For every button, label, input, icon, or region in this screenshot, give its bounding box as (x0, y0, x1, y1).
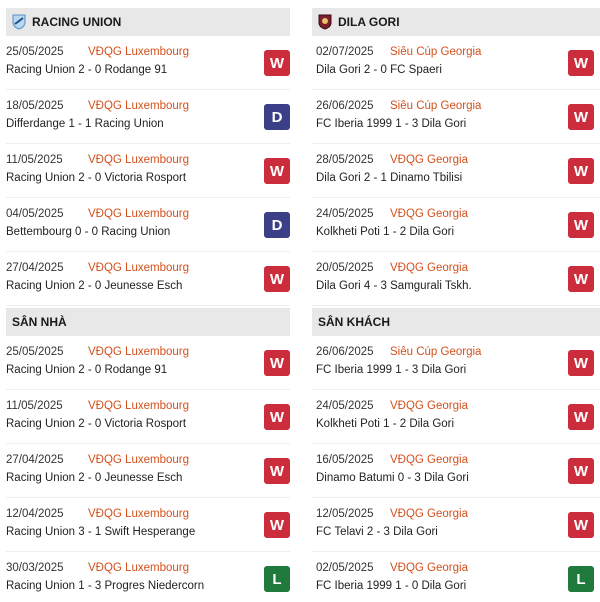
away-venue-section (312, 308, 600, 602)
result-badge: W (264, 50, 290, 76)
match-league-link[interactable]: VĐQG Georgia (390, 400, 468, 412)
match-league-link[interactable]: Siêu Cúp Georgia (390, 46, 482, 58)
match-league-link[interactable]: VĐQG Georgia (390, 508, 468, 520)
match-row[interactable] (312, 336, 600, 390)
match-score: Racing Union 3 - 1 Swift Hesperange (6, 526, 196, 538)
match-score: Racing Union 2 - 0 Victoria Rosport (6, 172, 187, 184)
match-league-link[interactable]: VĐQG Georgia (390, 208, 468, 220)
match-league-link[interactable]: VĐQG Luxembourg (88, 346, 189, 358)
result-badge: D (264, 104, 290, 130)
home-team-name: RACING UNION (32, 15, 122, 29)
result-badge: W (264, 404, 290, 430)
away-team-section (312, 8, 600, 306)
match-date: 12/04/2025 (6, 508, 64, 520)
match-score: FC Iberia 1999 1 - 0 Dila Gori (316, 580, 467, 592)
match-date: 18/05/2025 (6, 100, 64, 112)
match-score: Bettembourg 0 - 0 Racing Union (6, 226, 171, 238)
result-badge: W (568, 458, 594, 484)
match-date: 20/05/2025 (316, 262, 374, 274)
left-column (6, 8, 290, 602)
match-date: 02/05/2025 (316, 562, 374, 574)
result-badge: W (264, 350, 290, 376)
dila-gori-crest-icon (318, 14, 332, 30)
result-badge: W (568, 104, 594, 130)
match-row[interactable] (6, 36, 290, 90)
match-league-link[interactable]: VĐQG Georgia (390, 262, 468, 274)
match-date: 12/05/2025 (316, 508, 374, 520)
result-badge: W (568, 512, 594, 538)
match-row[interactable] (6, 552, 290, 602)
match-row[interactable] (312, 552, 600, 602)
result-badge: W (264, 458, 290, 484)
match-row[interactable] (312, 36, 600, 90)
match-league-link[interactable]: VĐQG Georgia (390, 454, 468, 466)
match-league-link[interactable]: VĐQG Luxembourg (88, 508, 189, 520)
match-score: Racing Union 2 - 0 Rodange 91 (6, 64, 168, 76)
match-date: 24/05/2025 (316, 208, 374, 220)
match-league-link[interactable]: VĐQG Georgia (390, 154, 468, 166)
match-score: Racing Union 2 - 0 Rodange 91 (6, 364, 168, 376)
match-score: FC Telavi 2 - 3 Dila Gori (316, 526, 438, 538)
match-league-link[interactable]: VĐQG Luxembourg (88, 400, 189, 412)
result-badge: W (568, 212, 594, 238)
home-venue-header (6, 308, 290, 336)
match-date: 11/05/2025 (6, 154, 63, 166)
match-league-link[interactable]: VĐQG Luxembourg (88, 154, 189, 166)
home-team-section (6, 8, 290, 306)
result-badge: W (264, 512, 290, 538)
match-row[interactable] (312, 144, 600, 198)
result-badge: W (568, 350, 594, 376)
match-score: Dila Gori 2 - 1 Dinamo Tbilisi (316, 172, 463, 184)
match-row[interactable] (6, 252, 290, 306)
match-date: 28/05/2025 (316, 154, 374, 166)
match-league-link[interactable]: VĐQG Luxembourg (88, 562, 189, 574)
home-venue-title: SÂN NHÀ (12, 315, 67, 329)
match-date: 27/04/2025 (6, 454, 64, 466)
match-row[interactable] (6, 144, 290, 198)
match-row[interactable] (6, 390, 290, 444)
match-date: 11/05/2025 (6, 400, 63, 412)
match-row[interactable] (6, 90, 290, 144)
match-score: FC Iberia 1999 1 - 3 Dila Gori (316, 118, 467, 130)
match-score: Racing Union 2 - 0 Jeunesse Esch (6, 280, 183, 292)
match-score: Differdange 1 - 1 Racing Union (6, 118, 164, 130)
match-league-link[interactable]: VĐQG Luxembourg (88, 262, 189, 274)
match-date: 30/03/2025 (6, 562, 64, 574)
result-badge: W (568, 404, 594, 430)
match-date: 26/06/2025 (316, 100, 374, 112)
match-row[interactable] (6, 444, 290, 498)
away-team-header (312, 8, 600, 36)
result-badge: W (264, 266, 290, 292)
match-date: 25/05/2025 (6, 346, 64, 358)
away-team-name: DILA GORI (338, 15, 400, 29)
match-score: Racing Union 2 - 0 Victoria Rosport (6, 418, 187, 430)
match-row[interactable] (312, 198, 600, 252)
match-league-link[interactable]: VĐQG Luxembourg (88, 454, 189, 466)
match-score: FC Iberia 1999 1 - 3 Dila Gori (316, 364, 467, 376)
match-date: 16/05/2025 (316, 454, 374, 466)
match-score: Racing Union 1 - 3 Progres Niedercorn (6, 580, 205, 592)
match-score: Kolkheti Poti 1 - 2 Dila Gori (316, 226, 455, 238)
match-date: 24/05/2025 (316, 400, 374, 412)
match-row[interactable] (312, 390, 600, 444)
match-date: 27/04/2025 (6, 262, 64, 274)
match-row[interactable] (6, 498, 290, 552)
match-league-link[interactable]: Siêu Cúp Georgia (390, 346, 482, 358)
home-venue-section (6, 308, 290, 602)
match-row[interactable] (312, 252, 600, 306)
match-score: Dila Gori 4 - 3 Samgurali Tskh. (316, 280, 472, 292)
away-venue-header (312, 308, 600, 336)
match-score: Kolkheti Poti 1 - 2 Dila Gori (316, 418, 455, 430)
home-team-header (6, 8, 290, 36)
result-badge: W (568, 50, 594, 76)
match-league-link[interactable]: VĐQG Luxembourg (88, 208, 189, 220)
match-date: 26/06/2025 (316, 346, 374, 358)
result-badge: L (264, 566, 290, 592)
match-row[interactable] (312, 498, 600, 552)
match-score: Dinamo Batumi 0 - 3 Dila Gori (316, 472, 469, 484)
result-badge: W (568, 266, 594, 292)
match-league-link[interactable]: VĐQG Georgia (390, 562, 468, 574)
match-row[interactable] (312, 444, 600, 498)
match-score: Dila Gori 2 - 0 FC Spaeri (316, 64, 442, 76)
result-badge: W (264, 158, 290, 184)
match-league-link[interactable]: VĐQG Luxembourg (88, 46, 189, 58)
right-column (312, 8, 600, 602)
result-badge: W (568, 158, 594, 184)
match-row[interactable] (6, 336, 290, 390)
match-date: 04/05/2025 (6, 208, 64, 220)
match-row[interactable] (312, 90, 600, 144)
away-venue-title: SÂN KHÁCH (318, 315, 390, 329)
match-date: 02/07/2025 (316, 46, 374, 58)
match-row[interactable] (6, 198, 290, 252)
result-badge: D (264, 212, 290, 238)
match-league-link[interactable]: Siêu Cúp Georgia (390, 100, 482, 112)
match-score: Racing Union 2 - 0 Jeunesse Esch (6, 472, 183, 484)
match-date: 25/05/2025 (6, 46, 64, 58)
racing-union-crest-icon (12, 14, 26, 30)
match-league-link[interactable]: VĐQG Luxembourg (88, 100, 189, 112)
result-badge: L (568, 566, 594, 592)
